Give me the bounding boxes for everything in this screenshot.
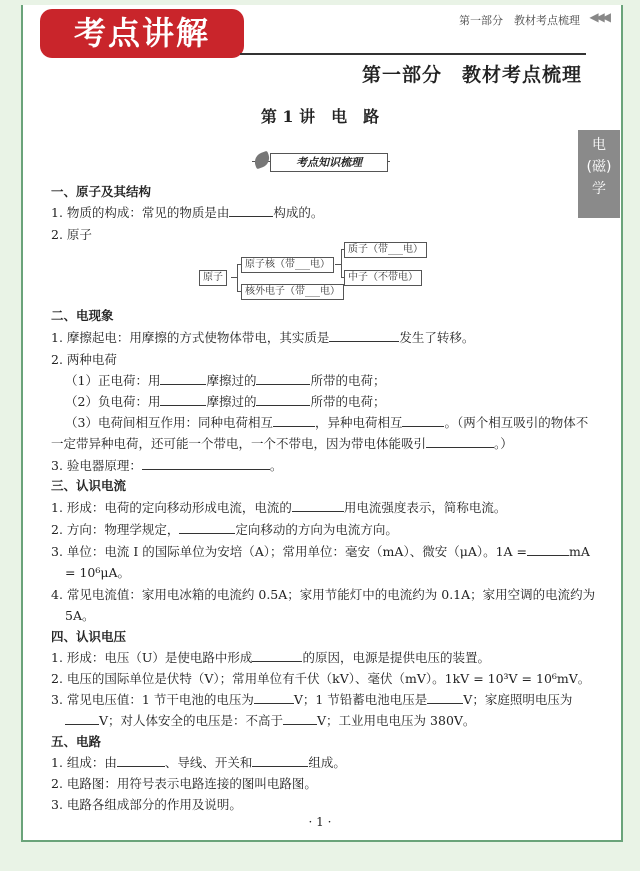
text-line: 1. 摩擦起电：用摩擦的方式使物体带电，其实质是 发生了转移。 xyxy=(51,330,475,345)
side-tab-char-2: (磁) xyxy=(586,159,612,175)
text-line: 1. 形成：电荷的定向移动形成电流，电流的 用电流强度表示，简称电流。 xyxy=(51,500,507,515)
text-line: （3）电荷间相互作用：同种电荷相互 ，异种电荷相互 。（两个相互吸引的物体不 xyxy=(65,415,589,430)
answer-blank[interactable] xyxy=(179,521,235,534)
page-number: · 1 · xyxy=(308,815,332,829)
text-line: = 10⁶μA。 xyxy=(65,565,131,580)
answer-blank[interactable] xyxy=(527,543,569,556)
side-tab xyxy=(578,130,620,218)
answer-blank[interactable] xyxy=(65,712,99,725)
text-line: 2. 电压的国际单位是伏特（V）；常用单位有千伏（kV）、毫伏（mV）。1kV = 10³V = 10⁶mV。 xyxy=(51,671,591,686)
text-line: 1. 组成：由 、导线、开关和 组成。 xyxy=(51,755,346,770)
side-tab-char-3: 学 xyxy=(592,181,606,197)
running-head: 第一部分 教材考点梳理 xyxy=(459,14,580,27)
text-line: V；对人体安全的电压是：不高于 V；工业用电电压为 380V。 xyxy=(65,711,475,729)
answer-blank[interactable] xyxy=(229,204,273,217)
text-line: 1. 物质的构成：常见的物质是由 构成的。 xyxy=(51,205,324,220)
text-line: 3. 验电器原理： 。 xyxy=(51,458,283,473)
diagram-bracket xyxy=(237,264,238,292)
text-line: 5A。 xyxy=(65,608,95,623)
answer-blank[interactable] xyxy=(292,499,344,512)
side-tab-char-1: 电 xyxy=(592,137,606,153)
answer-blank[interactable] xyxy=(252,754,308,767)
diagram-electron: 核外电子（带___电） xyxy=(241,284,344,300)
arrows-icon: ◀◀◀ xyxy=(589,10,608,24)
answer-blank[interactable] xyxy=(256,393,310,406)
answer-blank[interactable] xyxy=(329,329,399,342)
answer-blank[interactable] xyxy=(283,712,317,725)
text-line: 2. 两种电荷 xyxy=(51,352,117,367)
answer-blank[interactable] xyxy=(160,372,206,385)
answer-blank[interactable] xyxy=(273,414,315,427)
section-title: 三、认识电流 xyxy=(51,478,127,493)
answer-blank[interactable] xyxy=(254,691,294,704)
text-line: 4. 常见电流值：家用电冰箱的电流约 0.5A；家用节能灯中的电流约为 0.1A；家用空调的电流约为 xyxy=(51,587,596,602)
diagram-atom: 原子 xyxy=(199,270,227,286)
text-line: 3. 电路各组成部分的作用及说明。 xyxy=(51,797,242,812)
text-line: 2. 方向：物理学规定， 定向移动的方向为电流方向。 xyxy=(51,522,398,537)
leaf-icon xyxy=(252,151,272,170)
section-badge: 考点讲解 xyxy=(40,9,244,58)
part-title: 第一部分 教材考点梳理 xyxy=(361,64,582,86)
text-line: （2）负电荷：用 摩擦过的 所带的电荷； xyxy=(65,394,386,409)
section-title: 一、原子及其结构 xyxy=(51,184,152,199)
text-line: 2. 电路图：用符号表示电路连接的图叫电路图。 xyxy=(51,776,317,791)
text-line: 1. 形成：电压（U）是使电路中形成 的原因，电源是提供电压的装置。 xyxy=(51,650,490,665)
knowledge-banner xyxy=(252,151,390,173)
answer-blank[interactable] xyxy=(160,393,206,406)
answer-blank[interactable] xyxy=(427,691,463,704)
answer-blank[interactable] xyxy=(426,435,494,448)
text-line: 2. 原子 xyxy=(51,227,92,242)
section-title: 五、电路 xyxy=(51,734,102,749)
text-line: 3. 单位：电流 I 的国际单位为安培（A）；常用单位：毫安（mA）、微安（μA）。1A = mA xyxy=(51,544,590,559)
text-line: 3. 常见电压值：1 节干电池的电压为 V；1 节铅蓄电池电压是 V；家庭照明电压为 xyxy=(51,692,573,707)
answer-blank[interactable] xyxy=(252,649,302,662)
diagram-nucleus: 原子核（带___电） xyxy=(241,257,334,273)
text-line: （1）正电荷：用 摩擦过的 所带的电荷； xyxy=(65,373,386,388)
text-line: 一定带异种电荷，还可能一个带电，一个不带电，因为带电体能吸引 。） xyxy=(51,436,513,451)
diagram-bracket xyxy=(341,249,342,278)
answer-blank[interactable] xyxy=(117,754,165,767)
answer-blank[interactable] xyxy=(402,414,444,427)
lesson-title: 第 1 讲 电 路 xyxy=(260,107,380,126)
answer-blank[interactable] xyxy=(142,457,270,470)
answer-blank[interactable] xyxy=(256,372,310,385)
diagram-neutron: 中子（不带电） xyxy=(344,270,422,286)
header-rule xyxy=(240,53,586,55)
section-title: 二、电现象 xyxy=(51,308,114,323)
diagram-proton: 质子（带___电） xyxy=(344,242,427,258)
banner-label: 考点知识梳理 xyxy=(270,153,388,172)
section-title: 四、认识电压 xyxy=(51,629,127,644)
